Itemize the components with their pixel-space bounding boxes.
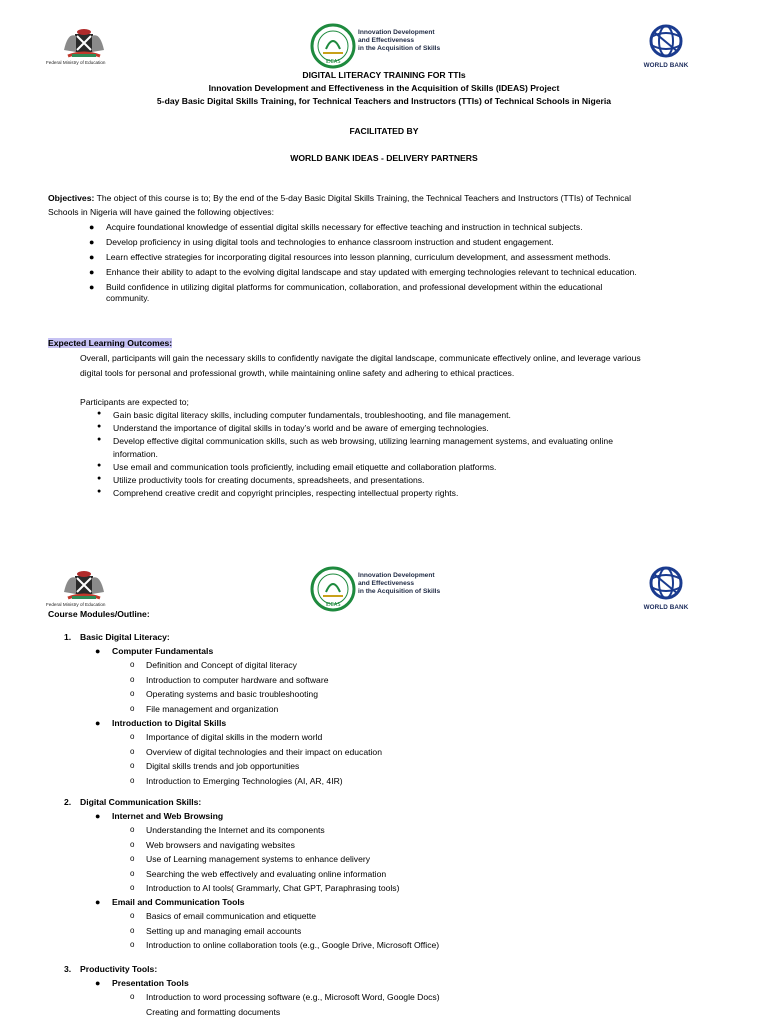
trailing-line: Creating and formatting documents [146, 1007, 281, 1017]
ideas-line-2: and Effectiveness [358, 37, 415, 44]
objectives-label: Objectives: [48, 193, 95, 203]
list-item: ● Comprehend creative credit and copyright principles, respecting intellectual property rights. [97, 488, 459, 498]
project-title: Innovation Development and Effectiveness in the Acquisition of Skills (IDEAS) Project [208, 83, 560, 93]
coat-of-arms-icon [46, 566, 126, 606]
ideas-seal-text: IDEAS [325, 59, 341, 65]
ideas-line-3: in the Acquisition of Skills [358, 45, 441, 52]
list-item: o File management and organization [130, 703, 279, 714]
list-item: o Basics of email communication and etiquette [130, 911, 317, 921]
ideas-logo-page2 [310, 566, 460, 612]
fme-caption: Federal Ministry of Education [46, 60, 106, 65]
objectives-text-line2: Schools in Nigeria will have gained the following objectives: [48, 207, 274, 217]
list-item: o Importance of digital skills in the modern world [130, 732, 323, 742]
ideas-seal-icon [310, 23, 356, 69]
ideas-line-2: and Effectiveness [358, 580, 415, 587]
list-item-continuation: information. [113, 449, 158, 459]
globe-icon [636, 24, 696, 60]
fme-logo-page2 [46, 566, 126, 610]
fme-logo [46, 24, 126, 68]
facilitated-by: FACILITATED BY [349, 126, 419, 136]
module-3-section-1-items [130, 992, 440, 1007]
ideas-line-1: Innovation Development [358, 572, 435, 579]
module-1-section-2-items [130, 732, 382, 790]
list-item: o Introduction to AI tools( Grammarly, Chat GPT, Paraphrasing tools) [130, 883, 400, 893]
ideas-seal-text: IDEAS [325, 602, 341, 608]
list-item: o Operating systems and basic troubleshooting [130, 689, 318, 699]
worldbank-logo [636, 24, 696, 76]
fme-caption: Federal Ministry of Education [46, 602, 106, 607]
list-item: ● Gain basic digital literacy skills, including computer fundamentals, troubleshooting, and file management. [97, 410, 511, 420]
objectives-paragraph [48, 193, 748, 204]
list-item: o Introduction to word processing software (e.g., Microsoft Word, Google Docs) [130, 992, 440, 1002]
module-1-section-1-title: ● Computer Fundamentals [95, 646, 214, 656]
module-1-title: Basic Digital Literacy: [80, 632, 170, 642]
list-item: ● Acquire foundational knowledge of essential digital skills necessary for effective teaching and instruction in technical subjects. [89, 222, 583, 232]
module-1-section-1-items [130, 660, 329, 718]
list-item: ● Enhance their ability to adapt to the evolving digital landscape and stay updated with emerging technologies relevant to technical education. [89, 267, 637, 277]
doc-title: DIGITAL LITERACY TRAINING FOR TTIs [302, 70, 466, 80]
list-item: o Web browsers and navigating websites [130, 839, 295, 850]
list-item: ● Develop proficiency in using digital tools and technologies to enhance classroom instruction and student engagement. [89, 237, 554, 247]
list-item: ● Use email and communication tools proficiently, including email etiquette and collaboration platforms. [97, 462, 497, 472]
globe-icon [636, 566, 696, 602]
overall-line2: digital tools for personal and professional growth, while maintaining online safety and adhering to ethical practices. [80, 368, 515, 378]
delivery-partners: WORLD BANK IDEAS - DELIVERY PARTNERS [290, 153, 478, 163]
module-2-section-2-items [130, 911, 440, 955]
outcomes-list [97, 410, 743, 501]
module-1-section-2-title: ● Introduction to Digital Skills [95, 718, 227, 728]
worldbank-logo-page2 [636, 566, 696, 618]
ideas-line-1: Innovation Development [358, 29, 435, 36]
list-item: o Overview of digital technologies and their impact on education [130, 746, 382, 757]
objectives-list [89, 222, 746, 304]
module-2-section-1-items [130, 825, 400, 898]
list-item: o Definition and Concept of digital literacy [130, 660, 297, 670]
list-item: o Introduction to online collaboration tools (e.g., Google Drive, Microsoft Office) [130, 940, 440, 950]
list-item: ● Understand the importance of digital skills in today’s world and be aware of emerging technologies. [97, 423, 489, 433]
list-item: ● Utilize productivity tools for creating documents, spreadsheets, and presentations. [97, 475, 425, 485]
worldbank-label: WORLD BANK [643, 62, 689, 69]
training-title: 5-day Basic Digital Skills Training, for Technical Teachers and Instructors (TTIs) of Technical Schools in Nigeria [156, 96, 612, 106]
module-2-title: Digital Communication Skills: [80, 797, 202, 807]
module-2-section-2-title: ● Email and Communication Tools [95, 897, 245, 907]
ideas-seal-icon [310, 566, 356, 612]
module-3-section-1-title: ● Presentation Tools [95, 978, 189, 988]
outcomes-heading [48, 338, 172, 349]
list-item: ● Build confidence in utilizing digital platforms for communication, collaboration, and professional development within the educational [89, 282, 603, 292]
expected-intro: Participants are expected to; [80, 397, 189, 407]
list-item-continuation: community. [106, 293, 150, 303]
list-item: o Digital skills trends and job opportunities [130, 761, 300, 771]
module-2-section-1-title: ● Internet and Web Browsing [95, 811, 224, 821]
list-item: o Introduction to Emerging Technologies (AI, AR, 4IR) [130, 775, 343, 786]
module-2-number: 2. [64, 797, 72, 807]
overall-line1: Overall, participants will gain the necessary skills to confidently navigate the digital landscape, communicate effectively online, and leverage various [80, 353, 641, 363]
list-item: o Searching the web effectively and evaluating online information [130, 868, 387, 879]
outcomes-heading-text: Expected Learning Outcomes: [48, 338, 173, 348]
ideas-logo [310, 23, 460, 69]
list-item: o Understanding the Internet and its components [130, 825, 325, 835]
list-item: ● Learn effective strategies for incorporating digital resources into lesson planning, curriculum development, and assessment methods. [89, 252, 611, 262]
list-item: o Introduction to computer hardware and software [130, 674, 329, 685]
objectives-text-line1: The object of this course is to; By the end of the 5-day Basic Digital Skills Training, the Technical Teachers and Instructors (TTIs) of Technical [94, 193, 632, 203]
list-item: ● Develop effective digital communication skills, such as web browsing, utilizing learning management systems, and evaluating online [97, 436, 613, 446]
module-3-number: 3. [64, 964, 72, 974]
module-1-number: 1. [64, 632, 72, 642]
ideas-line-3: in the Acquisition of Skills [358, 588, 441, 595]
module-3-title: Productivity Tools: [80, 964, 158, 974]
worldbank-label: WORLD BANK [643, 604, 689, 611]
list-item: o Setting up and managing email accounts [130, 925, 302, 936]
course-modules-heading: Course Modules/Outline: [48, 609, 150, 619]
list-item: o Use of Learning management systems to enhance delivery [130, 854, 371, 864]
coat-of-arms-icon [46, 24, 126, 64]
